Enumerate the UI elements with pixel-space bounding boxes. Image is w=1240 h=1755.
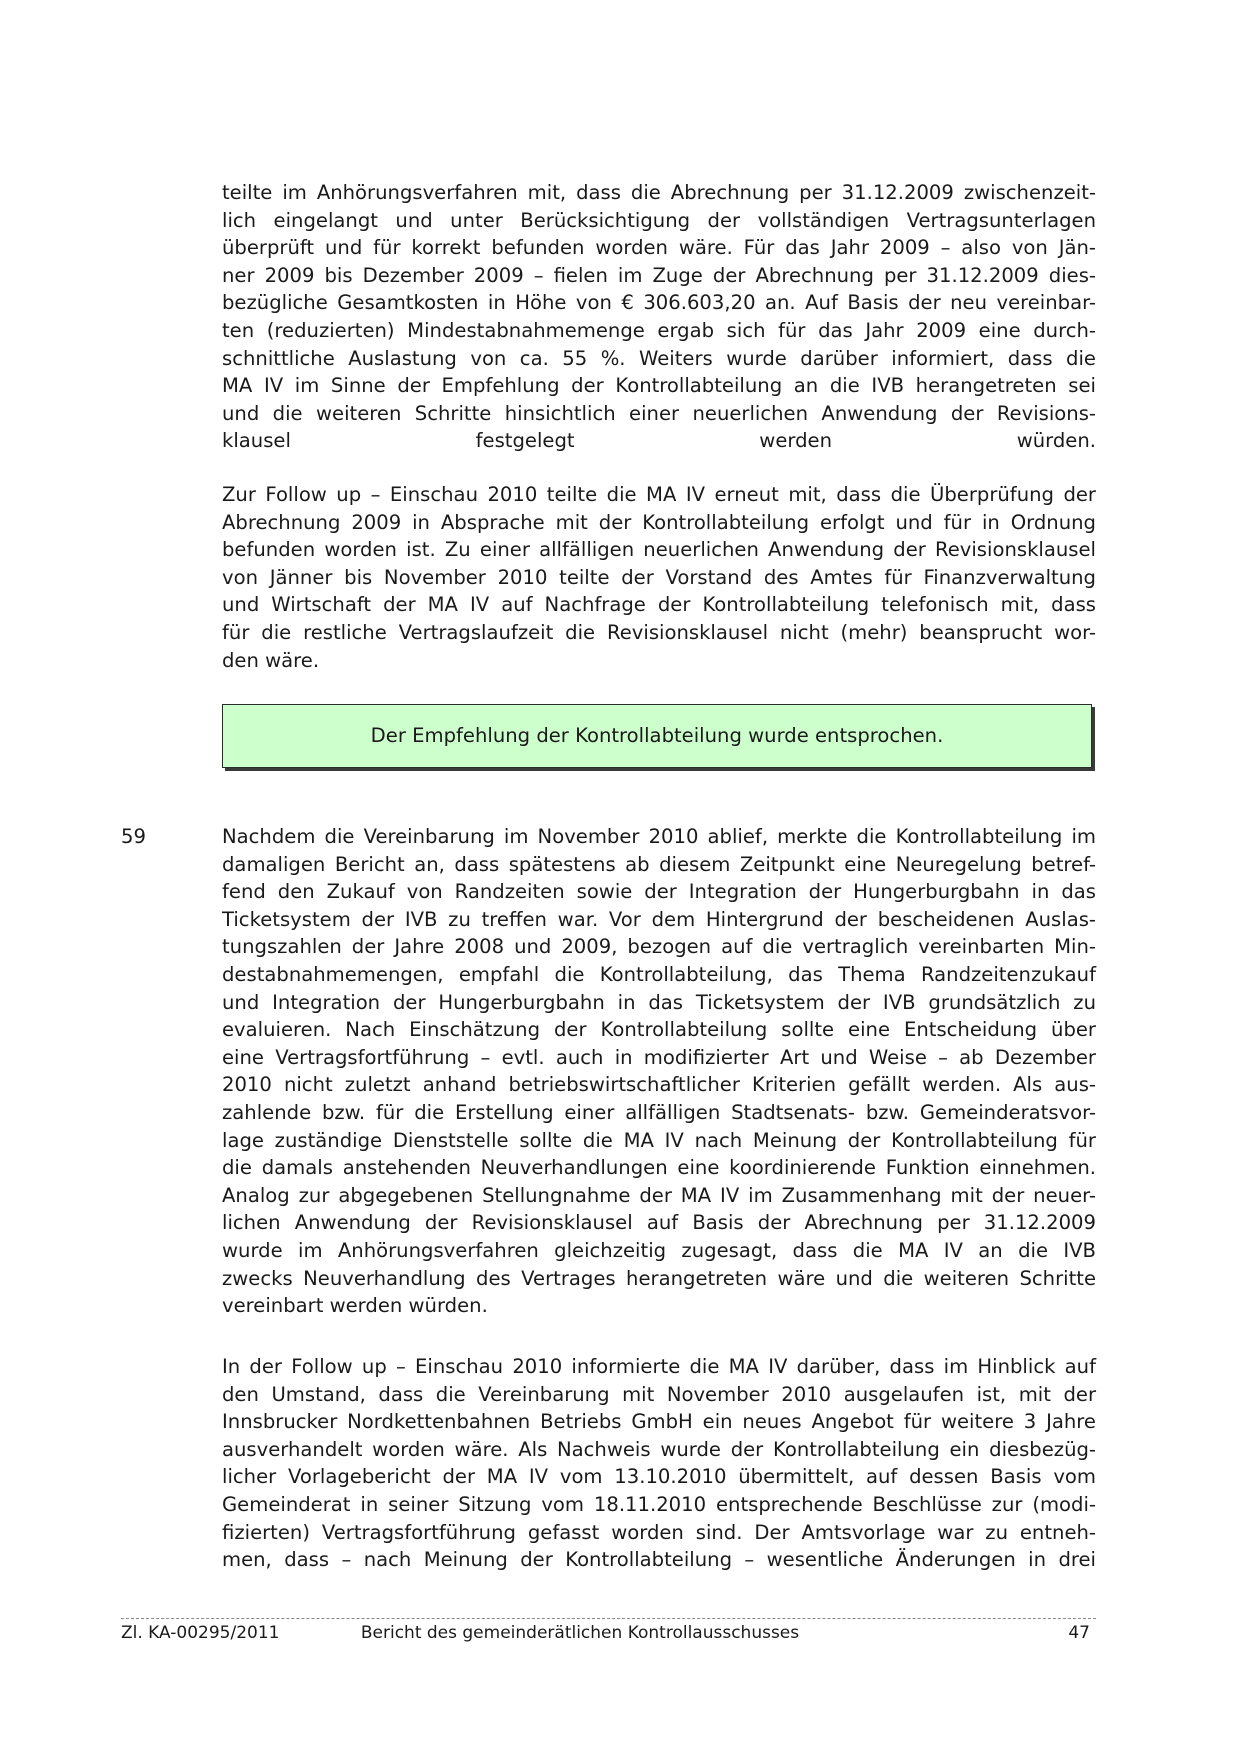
text-line: vereinbart werden würden. — [222, 1294, 488, 1318]
text-line: In der Follow up – Einschau 2010 informierte die MA IV darüber, dass im Hinblick auf — [222, 1355, 1096, 1378]
text-line: bezügliche Gesamtkosten in Höhe von € 306.603,20 an. Auf Basis der neu vereinbar- — [222, 291, 1096, 315]
text-line: und Wirtschaft der MA IV auf Nachfrage der Kontrollabteilung telefonisch mit, dass — [222, 593, 1096, 617]
text-line: licher Vorlagebericht der MA IV vom 13.10.2010 übermittelt, auf dessen Basis vom — [222, 1465, 1096, 1489]
text-line: den wäre. — [222, 648, 320, 672]
text-line: lage zuständige Dienststelle sollte die MA IV nach Meinung der Kontrollabteilung für — [222, 1128, 1096, 1152]
text-line: ner 2009 bis Dezember 2009 – fielen im Zuge der Abrechnung per 31.12.2009 dies- — [222, 263, 1096, 287]
paragraph-4 — [222, 1353, 1096, 1574]
text-line: ausverhandelt worden wäre. Als Nachweis wurde der Kontrollabteilung ein diesbezüg- — [222, 1437, 1096, 1461]
text-line: 2010 nicht zuletzt anhand betriebswirtschaftlicher Kriterien gefällt werden. Als aus- — [222, 1073, 1096, 1097]
footer-divider — [121, 1618, 1096, 1619]
paragraph-2 — [222, 481, 1096, 674]
text-line: eine Vertragsfortführung – evtl. auch in modifizierter Art und Weise – ab Dezember — [222, 1045, 1096, 1069]
text-line: Abrechnung 2009 in Absprache mit der Kontrollabteilung erfolgt und für in Ordnung — [222, 510, 1096, 534]
text-line: den Umstand, dass die Vereinbarung mit November 2010 ausgelaufen ist, mit der — [222, 1382, 1096, 1406]
text-line: teilte im Anhörungsverfahren mit, dass die Abrechnung per 31.12.2009 zwischenzeit- — [222, 181, 1096, 204]
text-line: für die restliche Vertragslaufzeit die Revisionsklausel nicht (mehr) beansprucht wor- — [222, 620, 1096, 644]
text-line: von Jänner bis November 2010 teilte der Vorstand des Amtes für Finanzverwaltung — [222, 565, 1096, 589]
page-number: 47 — [1068, 1623, 1090, 1643]
text-line: überprüft und für korrekt befunden worden wäre. Für das Jahr 2009 – also von Jän- — [222, 236, 1096, 260]
text-line: Zur Follow up – Einschau 2010 teilte die MA IV erneut mit, dass die Überprüfung der — [222, 483, 1096, 506]
text-line: zwecks Neuverhandlung des Vertrages herangetreten wäre und die weiteren Schritte — [222, 1266, 1096, 1290]
paragraph-number: 59 — [121, 825, 146, 848]
recommendation-text: Der Empfehlung der Kontrollabteilung wurde entsprochen. — [370, 724, 944, 747]
text-line: Gemeinderat in seiner Sitzung vom 18.11.2010 entsprechende Beschlüsse zur (modi- — [222, 1492, 1096, 1516]
text-line: Innsbrucker Nordkettenbahnen Betriebs GmbH ein neues Angebot für weitere 3 Jahre — [222, 1410, 1096, 1434]
text-line: und Integration der Hungerburgbahn in das Ticketsystem der IVB grundsätzlich zu — [222, 990, 1096, 1014]
text-line: lichen Anwendung der Revisionsklausel auf Basis der Abrechnung per 31.12.2009 — [222, 1211, 1096, 1235]
text-line: MA IV im Sinne der Empfehlung der Kontrollabteilung an die IVB herangetreten sei — [222, 374, 1096, 398]
footer-title: Bericht des gemeinderätlichen Kontrollausschusses — [360, 1623, 800, 1643]
text-line: schnittliche Auslastung von ca. 55 %. Weiters wurde darüber informiert, dass die — [222, 346, 1096, 370]
text-line: die damals anstehenden Neuverhandlungen eine koordinierende Funktion einnehmen. — [222, 1156, 1096, 1180]
text-line: fend den Zukauf von Randzeiten sowie der Integration der Hungerburgbahn in das — [222, 880, 1096, 904]
text-line: klausel festgelegt werden würden. — [222, 429, 1096, 453]
text-line: tungszahlen der Jahre 2008 und 2009, bezogen auf die vertraglich vereinbarten Min- — [222, 935, 1096, 959]
recommendation-box — [222, 704, 1092, 768]
text-line: fizierten) Vertragsfortführung gefasst worden sind. Der Amtsvorlage war zu entneh- — [222, 1520, 1096, 1544]
paragraph-1 — [222, 179, 1096, 455]
text-line: evaluieren. Nach Einschätzung der Kontrollabteilung sollte eine Entscheidung über — [222, 1018, 1096, 1042]
text-line: Ticketsystem der IVB zu treffen war. Vor dem Hintergrund der bescheidenen Auslas- — [222, 907, 1096, 931]
text-line: wurde im Anhörungsverfahren gleichzeitig zugesagt, dass die MA IV an die IVB — [222, 1238, 1096, 1262]
text-line: lich eingelangt und unter Berücksichtigung der vollständigen Vertragsunterlagen — [222, 208, 1096, 232]
footer-reference: Zl. KA-00295/2011 — [121, 1623, 280, 1643]
text-line: Analog zur abgegebenen Stellungnahme der MA IV im Zusammenhang mit der neuer- — [222, 1183, 1096, 1207]
text-line: und die weiteren Schritte hinsichtlich einer neuerlichen Anwendung der Revisions- — [222, 401, 1096, 425]
text-line: damaligen Bericht an, dass spätestens ab diesem Zeitpunkt eine Neuregelung betref- — [222, 852, 1096, 876]
paragraph-3 — [222, 823, 1096, 1320]
text-line: destabnahmemengen, empfahl die Kontrollabteilung, das Thema Randzeitenzukauf — [222, 962, 1096, 986]
text-line: Nachdem die Vereinbarung im November 2010 ablief, merkte die Kontrollabteilung im — [222, 825, 1096, 848]
text-line: men, dass – nach Meinung der Kontrollabteilung – wesentliche Änderungen in drei — [222, 1548, 1096, 1572]
text-line: zahlende bzw. für die Erstellung einer allfälligen Stadtsenats- bzw. Gemeinderatsvor- — [222, 1100, 1096, 1124]
text-line: befunden worden ist. Zu einer allfälligen neuerlichen Anwendung der Revisionsklausel — [222, 538, 1096, 562]
text-line: ten (reduzierten) Mindestabnahmemenge ergab sich für das Jahr 2009 eine durch- — [222, 318, 1096, 342]
